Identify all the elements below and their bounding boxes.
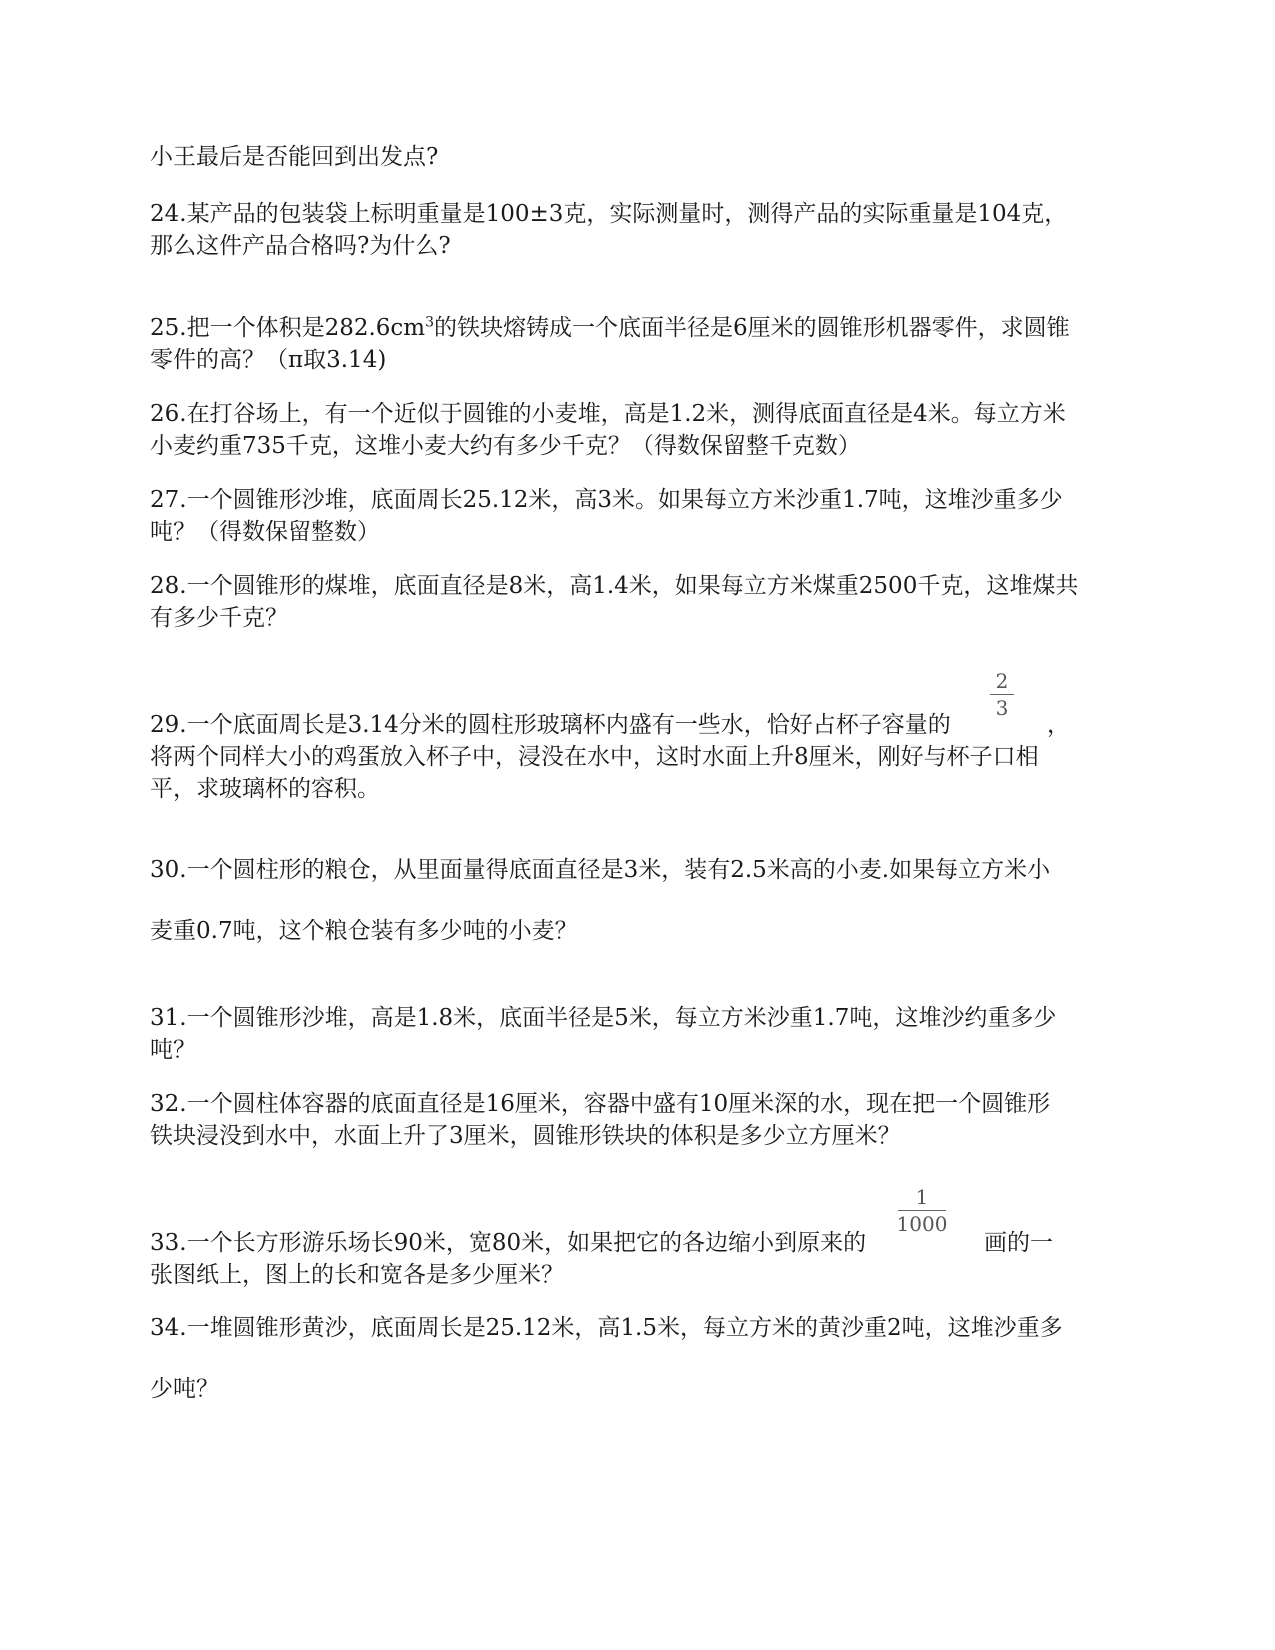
cube-superscript: 3 [425,314,435,331]
question-29-comma: ， [1047,712,1070,738]
question-30-line-1: 30.一个圆柱形的粮仓，从里面量得底面直径是3米，装有2.5米高的小麦.如果每立方米小 [150,857,1051,883]
question-24-line-2: 那么这件产品合格吗?为什么? [150,233,451,259]
question-31-line-2: 吨？ [150,1037,196,1063]
question-30-line-2: 麦重0.7吨，这个粮仓装有多少吨的小麦？ [150,918,578,944]
question-33-tail: 画的一 [984,1230,1053,1256]
question-27-line-1: 27.一个圆锥形沙堆，底面周长25.12米，高3米。如果每立方米沙重1.7吨，这堆沙重多少 [150,487,1063,513]
question-33-line-1: 33.一个长方形游乐场长90米，宽80米，如果把它的各边缩小到原来的 [150,1230,867,1256]
question-26-line-2: 小麦约重735千克，这堆小麦大约有多少千克？（得数保留整千克数） [150,433,861,459]
question-34-line-1: 34.一堆圆锥形黄沙，底面周长是25.12米，高1.5米，每立方米的黄沙重2吨，这堆沙重多 [150,1315,1063,1341]
question-25-text-a: 25.把一个体积是282.6cm [150,315,426,341]
fraction-one-thousandth [898,1186,946,1235]
question-25-line-2: 零件的高？（π取3.14) [150,347,387,373]
question-28-line-2: 有多少千克？ [150,605,288,631]
question-26-line-1: 26.在打谷场上，有一个近似于圆锥的小麦堆，高是1.2米，测得底面直径是4米。每立方米 [150,401,1066,427]
question-23-tail: 小王最后是否能回到出发点? [150,144,439,170]
question-29-line-3: 平，求玻璃杯的容积。 [150,776,380,802]
fraction-bar [898,1210,946,1211]
question-29-line-2: 将两个同样大小的鸡蛋放入杯子中，浸没在水中，这时水面上升8厘米，刚好与杯子口相 [150,744,1039,770]
fraction-numerator: 1 [915,1185,929,1209]
question-25-line-1 [150,312,1070,344]
question-24-line-1: 24.某产品的包装袋上标明重量是100±3克，实际测量时，测得产品的实际重量是104克， [150,201,1068,227]
fraction-two-thirds [990,670,1014,719]
question-29-line-1: 29.一个底面周长是3.14分米的圆柱形玻璃杯内盛有一些水，恰好占杯子容量的 [150,712,951,738]
question-28-line-1: 28.一个圆锥形的煤堆，底面直径是8米，高1.4米，如果每立方米煤重2500千克，这堆煤共 [150,573,1079,599]
fraction-denominator: 3 [995,696,1009,720]
question-32-line-2: 铁块浸没到水中，水面上升了3厘米，圆锥形铁块的体积是多少立方厘米？ [150,1123,901,1149]
question-34-line-2: 少吨？ [150,1376,219,1402]
fraction-numerator: 2 [995,669,1009,693]
question-25-text-b: 的铁块熔铸成一个底面半径是6厘米的圆锥形机器零件，求圆锥 [434,315,1070,341]
fraction-denominator: 1000 [896,1212,948,1236]
question-27-line-2: 吨？（得数保留整数） [150,519,380,545]
fraction-bar [990,694,1014,695]
question-33-line-2: 张图纸上，图上的长和宽各是多少厘米？ [150,1262,564,1288]
question-32-line-1: 32.一个圆柱体容器的底面直径是16厘米，容器中盛有10厘米深的水，现在把一个圆锥形 [150,1091,1051,1117]
question-31-line-1: 31.一个圆锥形沙堆，高是1.8米，底面半径是5米，每立方米沙重1.7吨，这堆沙约重多少 [150,1005,1057,1031]
